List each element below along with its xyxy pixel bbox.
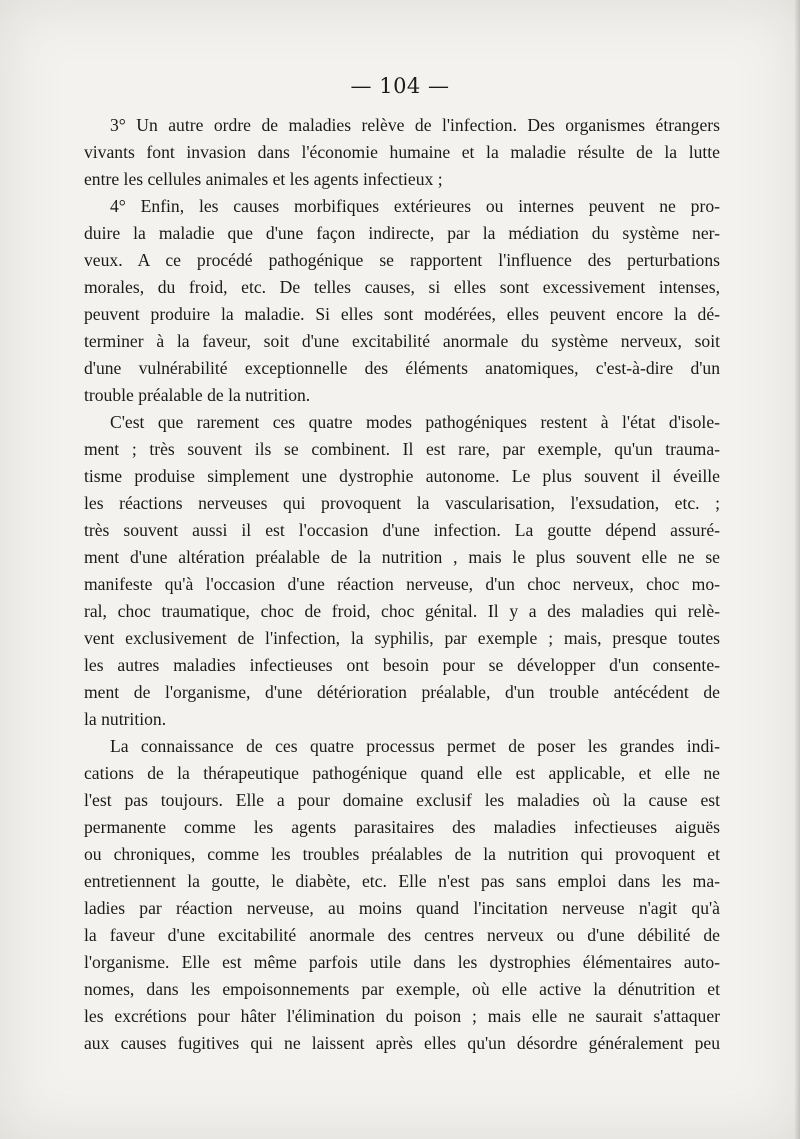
- text-line: les excrétions pour hâter l'élimination du poison ; mais elle ne saurait s'attaquer: [84, 1006, 720, 1026]
- text-line: ment d'une altération préalable de la nutrition , mais le plus souvent elle ne se: [84, 547, 720, 567]
- text-line: C'est que rarement ces quatre modes pathogéniques restent à l'état d'isole-: [110, 412, 720, 432]
- text-line: la nutrition.: [84, 709, 167, 729]
- text-line: morales, du froid, etc. De telles causes, si elles sont excessivement intenses,: [84, 277, 720, 297]
- text-line: la faveur d'une excitabilité anormale des centres nerveux ou d'une débilité de: [84, 925, 720, 945]
- text-line: nomes, dans les empoisonnements par exemple, où elle active la dénutrition et: [84, 979, 720, 999]
- text-line: cations de la thérapeutique pathogénique quand elle est applicable, et elle ne: [84, 763, 720, 783]
- text-line: entre les cellules animales et les agents infectieux ;: [84, 169, 443, 189]
- text-line: trouble préalable de la nutrition.: [84, 385, 311, 405]
- text-line: vent exclusivement de l'infection, la syphilis, par exemple ; mais, presque toutes: [84, 628, 720, 648]
- text-line: ou chroniques, comme les troubles préalables de la nutrition qui provoquent et: [84, 844, 720, 864]
- text-line: les autres maladies infectieuses ont besoin pour se développer d'un consente-: [84, 655, 720, 675]
- text-line: La connaissance de ces quatre processus permet de poser les grandes indi-: [110, 736, 720, 756]
- text-line: veux. A ce procédé pathogénique se rapportent l'influence des perturbations: [84, 250, 720, 270]
- text-line: manifeste qu'à l'occasion d'une réaction nerveuse, d'un choc nerveux, choc mo-: [84, 574, 720, 594]
- text-line: ladies par réaction nerveuse, au moins quand l'incitation nerveuse n'agit qu'à: [84, 898, 720, 918]
- text-line: 4° Enfin, les causes morbifiques extérieures ou internes peuvent ne pro-: [110, 196, 720, 216]
- text-line: l'est pas toujours. Elle a pour domaine exclusif les maladies où la cause est: [84, 790, 720, 810]
- text-line: l'organisme. Elle est même parfois utile dans les dystrophies élémentaires auto-: [84, 952, 720, 972]
- text-line: duire la maladie que d'une façon indirecte, par la médiation du système ner-: [84, 223, 720, 243]
- page-number: — 104 —: [350, 74, 450, 98]
- text-line: permanente comme les agents parasitaires des maladies infectieuses aiguës: [84, 817, 720, 837]
- text-line: ment ; très souvent ils se combinent. Il est rare, par exemple, qu'un trauma-: [84, 439, 720, 459]
- text-line: 3° Un autre ordre de maladies relève de l'infection. Des organismes étrangers: [110, 115, 720, 135]
- text-line: les réactions nerveuses qui provoquent la vascularisation, l'exsudation, etc. ;: [84, 493, 720, 513]
- text-line: très souvent aussi il est l'occasion d'une infection. La goutte dépend assuré-: [84, 520, 720, 540]
- text-line: terminer à la faveur, soit d'une excitabilité anormale du système nerveux, soit: [84, 331, 720, 351]
- text-line: entretiennent la goutte, le diabète, etc. Elle n'est pas sans emploi dans les ma-: [84, 871, 720, 891]
- text-line: ral, choc traumatique, choc de froid, choc génital. Il y a des maladies qui relè-: [84, 601, 720, 621]
- text-line: vivants font invasion dans l'économie humaine et la maladie résulte de la lutte: [84, 142, 720, 162]
- text-line: aux causes fugitives qui ne laissent après elles qu'un désordre généralement peu: [84, 1033, 720, 1053]
- text-line: peuvent produire la maladie. Si elles sont modérées, elles peuvent encore la dé-: [84, 304, 720, 324]
- body-text: [84, 112, 720, 1057]
- page-edge-shadow: [794, 0, 800, 1139]
- text-line: tisme produise simplement une dystrophie autonome. Le plus souvent il éveille: [84, 466, 720, 486]
- text-line: ment de l'organisme, d'une détérioration préalable, d'un trouble antécédent de: [84, 682, 720, 702]
- text-line: d'une vulnérabilité exceptionnelle des éléments anatomiques, c'est-à-dire d'un: [84, 358, 720, 378]
